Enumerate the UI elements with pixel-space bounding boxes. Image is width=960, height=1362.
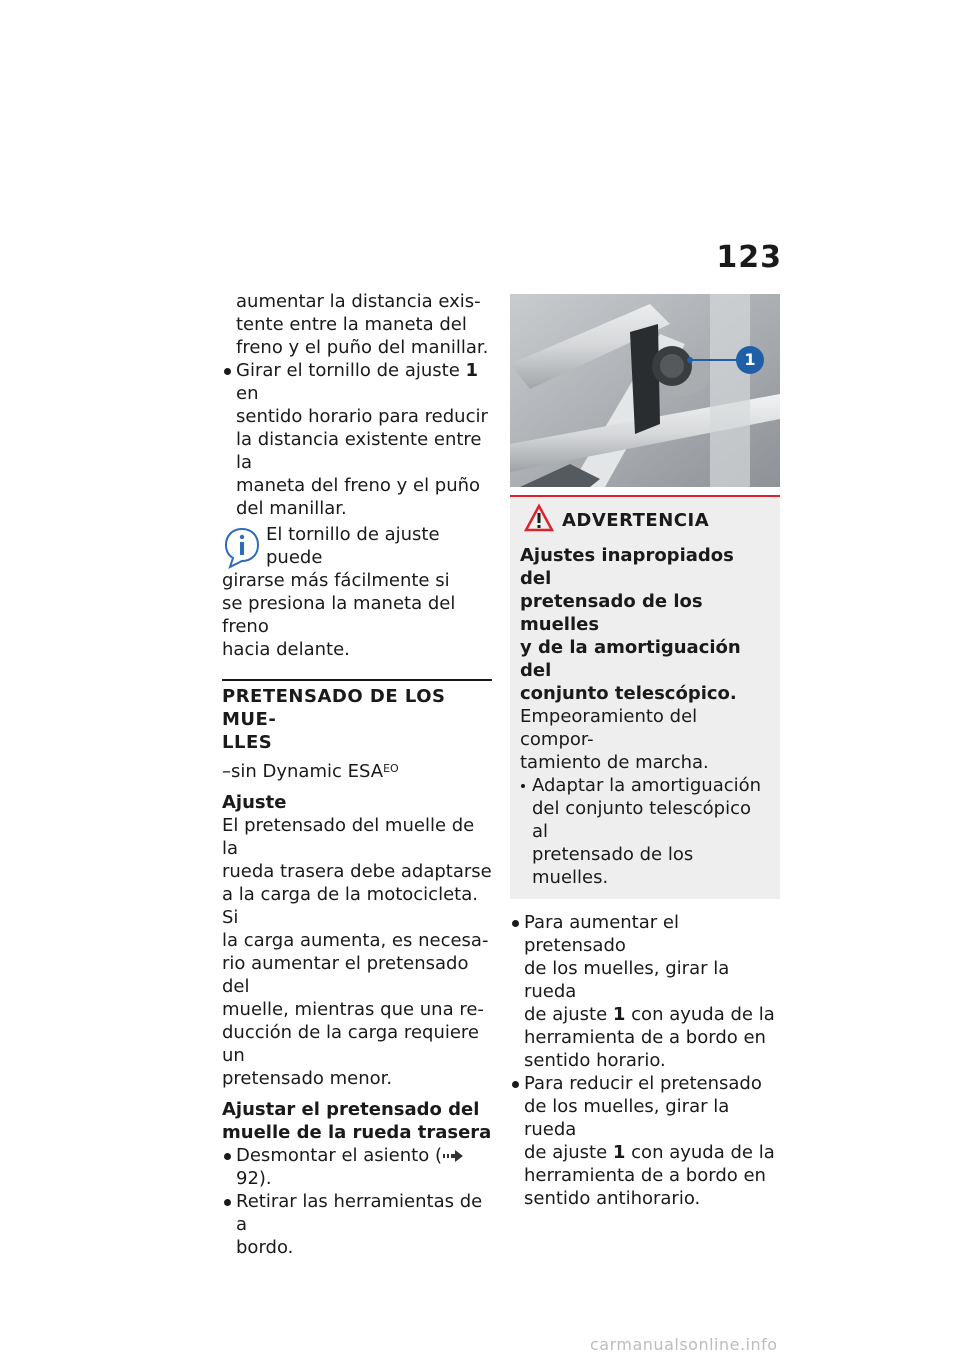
footer-watermark: carmanualsonline.info <box>590 1335 778 1354</box>
text-line: a la carga de la motocicleta. Si <box>222 884 478 928</box>
warning-title <box>562 509 770 532</box>
bullet-dot <box>224 1199 231 1206</box>
section-heading <box>222 679 492 754</box>
step-remove-tools <box>222 1190 492 1259</box>
warning-consequence <box>520 705 770 774</box>
continued-text <box>222 290 492 359</box>
bullet-dot <box>224 368 231 375</box>
adjuster-figure <box>510 294 780 487</box>
text-span: ADVERTENCIA <box>562 510 710 531</box>
text-line: ducción de la carga requiere un <box>222 1022 480 1066</box>
text-line: del manillar. <box>236 498 347 519</box>
warning-measure <box>520 774 770 889</box>
text-span: de ajuste <box>524 1142 613 1163</box>
text-line: la carga aumenta, es necesa- <box>222 930 489 951</box>
ajuste-heading: Ajuste <box>222 792 287 813</box>
text-span: con ayuda de la <box>625 1004 775 1025</box>
text-line: sentido antihorario. <box>524 1188 701 1209</box>
text-span: de ajuste <box>524 1004 613 1025</box>
text-line: la distancia existente entre la <box>236 429 482 473</box>
text-span: Desmontar el asiento ( <box>236 1145 442 1166</box>
text-span: –sin Dynamic ESA <box>222 761 384 782</box>
text-line: Ajustes inapropiados del <box>520 545 734 589</box>
callout-number: 1 <box>612 1142 626 1163</box>
text-line: muelle, mientras que una re- <box>222 999 484 1020</box>
text-line: Para reducir el pretensado <box>524 1073 762 1094</box>
info-icon <box>222 525 262 569</box>
page-ref-link[interactable]: 92 <box>236 1168 259 1189</box>
variant-subtitle <box>222 760 492 783</box>
text-line: de los muelles, girar la rueda <box>524 1096 730 1140</box>
text-line: bordo. <box>236 1237 294 1258</box>
heading-line: Ajustar el pretensado del <box>222 1099 480 1120</box>
heading-line: LLES <box>222 732 273 753</box>
ajuste-paragraph <box>222 814 492 1090</box>
text-line: Adaptar la amortiguación <box>532 775 762 796</box>
text-line: de los muelles, girar la rueda <box>524 958 730 1002</box>
text-line: sentido horario. <box>524 1050 666 1071</box>
step-turn-screw <box>222 359 492 520</box>
bullet-dot <box>521 784 525 788</box>
warning-box <box>510 495 780 899</box>
callout-number: 1 <box>612 1004 626 1025</box>
text-line: Retirar las herramientas de a <box>236 1191 483 1235</box>
option-code: EO <box>383 762 399 775</box>
text-line: herramienta de a bordo en <box>524 1027 766 1048</box>
text-line: rueda trasera debe adaptarse <box>222 861 492 882</box>
text-line: El pretensado del muelle de la <box>222 815 475 859</box>
text-line: rio aumentar el pretensado del <box>222 953 469 997</box>
text-line: maneta del freno y el puño <box>236 475 481 496</box>
warning-hazard <box>520 544 770 705</box>
text-line: aumentar la distancia exis- <box>236 291 481 312</box>
text-line: se presiona la maneta del freno <box>222 593 456 637</box>
text-line: pretensado de los muelles. <box>532 844 694 888</box>
step-decrease-preload <box>510 1072 780 1210</box>
text-line: Empeoramiento del compor- <box>520 706 698 750</box>
text-line: pretensado menor. <box>222 1068 393 1089</box>
figure-callout-number: 1 <box>744 350 756 369</box>
text-line: del conjunto telescópico al <box>532 798 751 842</box>
text-line: conjunto telescópico. <box>520 683 737 704</box>
text-span: en <box>236 383 259 404</box>
heading-line: PRETENSADO DE LOS MUE- <box>222 686 446 730</box>
text-line: tamiento de marcha. <box>520 752 709 773</box>
text-line: hacia delante. <box>222 639 350 660</box>
text-line: Para aumentar el pretensado <box>524 912 679 956</box>
heading-line: muelle de la rueda trasera <box>222 1122 492 1143</box>
left-column <box>222 290 492 1259</box>
text-line: girarse más fácilmente si <box>222 570 450 591</box>
step-increase-preload <box>510 911 780 1072</box>
adjust-heading <box>222 1098 492 1144</box>
step-remove-seat <box>222 1144 492 1190</box>
text-line: y de la amortiguación del <box>520 637 741 681</box>
page-ref-arrow-icon <box>442 1149 464 1163</box>
text-line: pretensado de los muelles <box>520 591 703 635</box>
text-span: Girar el tornillo de ajuste <box>236 360 466 381</box>
info-note <box>222 523 492 661</box>
callout-number: 1 <box>465 360 479 381</box>
bullet-dot <box>512 920 519 927</box>
text-span: ). <box>258 1168 272 1189</box>
text-span: con ayuda de la <box>625 1142 775 1163</box>
text-line: herramienta de a bordo en <box>524 1165 766 1186</box>
text-line: tente entre la maneta del <box>236 314 467 335</box>
spring-adjuster-illustration <box>510 294 780 487</box>
bullet-dot <box>512 1081 519 1088</box>
warning-triangle-icon <box>524 503 554 533</box>
right-column <box>510 294 780 1210</box>
text-line: El tornillo de ajuste puede <box>266 524 440 568</box>
text-line: sentido horario para reducir <box>236 406 488 427</box>
page-number: 123 <box>716 240 782 275</box>
bullet-dot <box>224 1153 231 1160</box>
text-line: freno y el puño del manillar. <box>236 337 489 358</box>
